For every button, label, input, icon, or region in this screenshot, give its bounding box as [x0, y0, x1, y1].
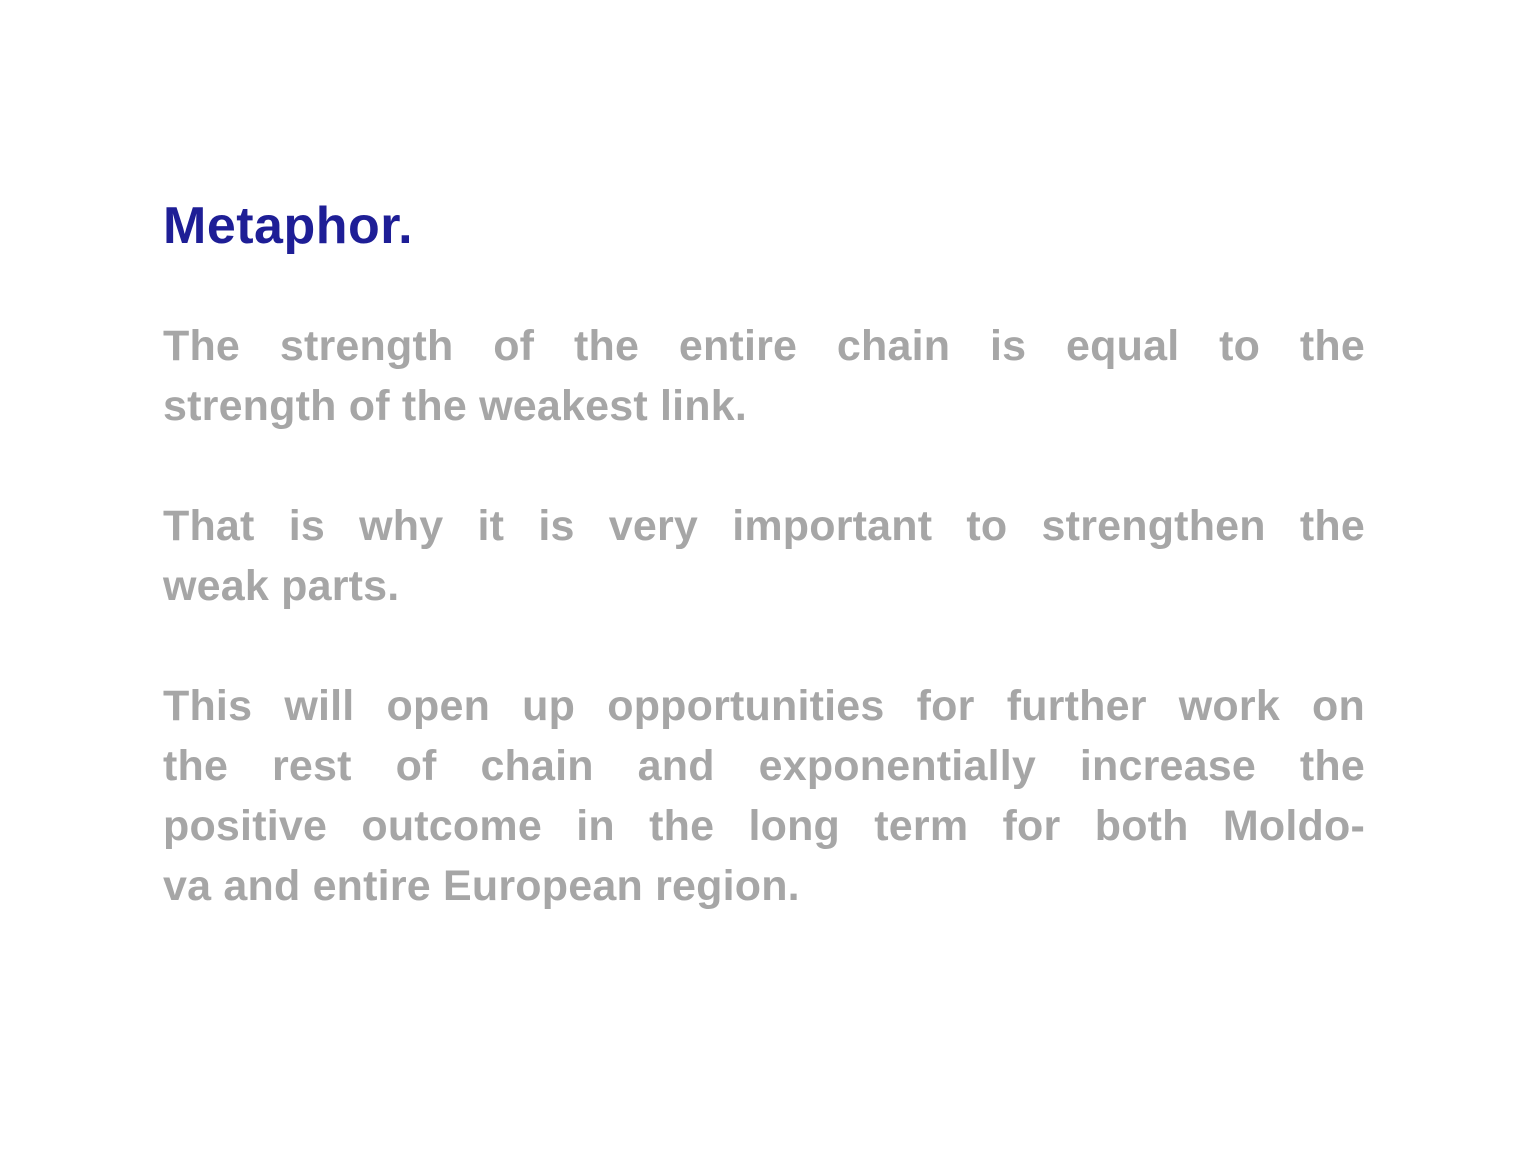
- paragraph-line: va and entire European region.: [163, 862, 800, 910]
- paragraph-3: [163, 676, 1365, 916]
- paragraph-line: This will open up opportunities for further work on: [163, 682, 1365, 730]
- paragraph-1: [163, 316, 1365, 436]
- paragraph-line: positive outcome in the long term for both Moldo-: [163, 802, 1365, 850]
- paragraph-line: strength of the weakest link.: [163, 382, 748, 430]
- paragraph-line: The strength of the entire chain is equal to the: [163, 322, 1365, 370]
- slide-title: Metaphor.: [163, 197, 414, 255]
- paragraph-line: That is why it is very important to strengthen the: [163, 502, 1365, 550]
- paragraph-line: weak parts.: [163, 562, 400, 610]
- paragraph-2: [163, 496, 1365, 616]
- text-block: [163, 196, 1365, 916]
- paragraph-line: the rest of chain and exponentially increase the: [163, 742, 1365, 790]
